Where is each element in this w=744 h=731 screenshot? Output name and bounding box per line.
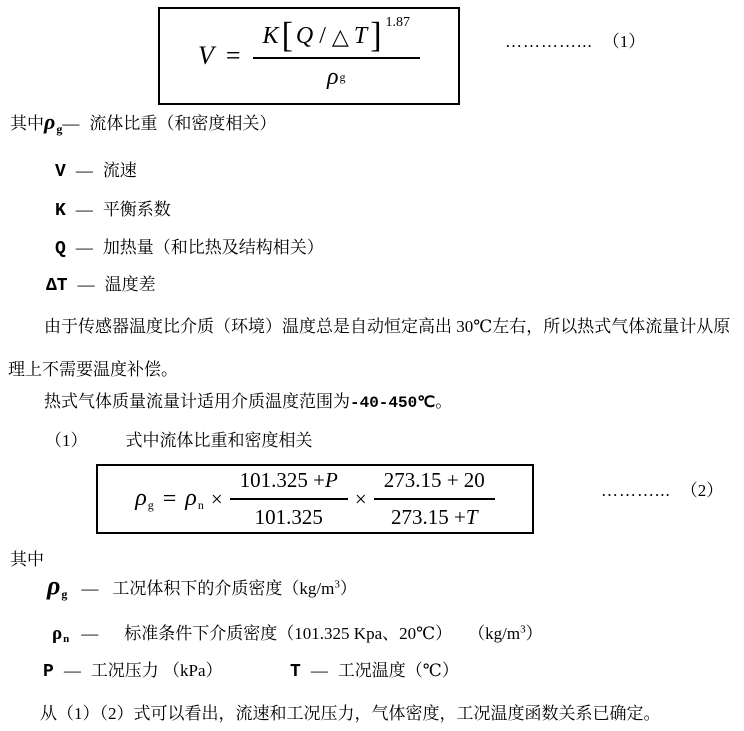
equation-2-dots: ………...	[601, 481, 671, 500]
def-intro-prefix: 其中	[10, 114, 44, 133]
def-desc-delta-t: 温度差	[104, 275, 156, 294]
formula-1-coeff: K	[262, 23, 279, 49]
formula-2-box	[96, 464, 534, 534]
formula-2-rhs-rho: $\rho_n$	[185, 485, 204, 512]
formula-1-bracket-close: ]	[370, 16, 382, 56]
equation-1-number: （1）	[602, 32, 646, 51]
eq1-note-text: 式中流体比重和密度相关	[125, 431, 313, 450]
range-text-post: 。	[435, 392, 453, 411]
eq1-note-label: （1）	[45, 431, 88, 450]
frac1-den: 101.325	[254, 505, 323, 529]
def-item-v	[55, 156, 137, 182]
formula-1-den-rho: ρ	[327, 63, 339, 90]
symbol-k: K	[55, 201, 66, 221]
def-desc-p: 工况压力 （kPa）	[90, 661, 223, 680]
symbol-delta-t: ΔT	[46, 276, 68, 296]
def-rho-g-line	[47, 573, 357, 600]
formula-1-equals: =	[225, 41, 241, 70]
def-rho-n-line	[52, 619, 543, 645]
formula-2-lhs: $\rho_g$	[135, 485, 154, 512]
def-item-t	[290, 656, 459, 682]
def-item-q	[55, 233, 324, 259]
frac1-num-text: 101.325 +	[239, 468, 326, 492]
formula-1-box	[158, 7, 460, 105]
def-dash: —	[63, 661, 81, 680]
temperature-range-value: -40-450℃	[350, 394, 436, 412]
formula-2-times-1: ×	[210, 486, 223, 511]
def-dash: —	[75, 200, 93, 219]
def-dash: —	[75, 238, 93, 257]
def-desc-q: 加热量（和比热及结构相关）	[102, 238, 324, 257]
def-item-delta-t	[46, 270, 156, 296]
formula-2-times-2: ×	[354, 486, 367, 511]
def-dash: —	[77, 275, 95, 294]
def-dash: —	[81, 579, 99, 598]
formula-2-fraction-temperature	[374, 468, 495, 530]
equation-2-reference	[601, 476, 723, 501]
rho-g-symbol-large: $\rho_g$	[47, 571, 68, 601]
formula-1-q: Q	[295, 23, 314, 49]
paragraph-temperature-range	[8, 389, 738, 416]
def-rho-intro-line	[10, 109, 276, 135]
symbol-q: Q	[55, 239, 66, 259]
symbol-p: P	[43, 662, 54, 682]
equation-1-dots: …………...	[505, 32, 593, 51]
formula-2-equals: =	[162, 485, 177, 512]
rho-n-unit: $(kg/m^3)$	[468, 623, 543, 643]
formula-1-den-sub: g	[339, 69, 346, 84]
frac2-num: 273.15 + 20	[374, 468, 495, 500]
rho-g-symbol: $\rho_g$	[44, 109, 63, 136]
rho-g-description: 工况体积下的介质密度$(kg/m^3)$	[112, 578, 357, 598]
defs2-heading: 其中	[10, 550, 44, 569]
paragraph-temperature-compensation: 由于传感器温度比介质（环境）温度总是自动恒定高出 30℃左右，所以热式气体流量计从原理上不需要温度补偿。	[8, 317, 731, 379]
def-item-k	[55, 195, 171, 221]
range-text-pre: 热式气体质量流量计适用介质温度范围为	[44, 392, 350, 411]
def-dash: —	[62, 114, 80, 133]
formula-2-fraction-pressure	[230, 468, 348, 530]
frac1-num-var-p: P	[325, 468, 338, 492]
paragraph-conclusion: 从（1）（2）式可以看出，流速和工况压力，气体密度，工况温度函数关系已确定。	[40, 704, 661, 723]
def-desc-v: 流速	[102, 161, 137, 180]
formula-1-lhs: V	[197, 41, 214, 70]
paragraph-eq1-note	[45, 426, 313, 451]
symbol-t: T	[290, 662, 301, 682]
def-dash: —	[310, 661, 328, 680]
formula-1-fraction	[253, 15, 420, 91]
frac2-den-text: 273.15 +	[390, 505, 466, 529]
def-item-p	[43, 656, 223, 682]
def-dash: —	[81, 624, 99, 643]
delta-triangle-symbol: △	[331, 23, 349, 49]
def-desc-k: 平衡系数	[102, 200, 171, 219]
def-p-t-line	[0, 656, 744, 680]
equation-2-number: （2）	[680, 481, 724, 500]
formula-1-slash: /	[319, 23, 326, 49]
rho-g-desc: 流体比重（和密度相关）	[89, 114, 277, 133]
equation-1-reference	[505, 27, 645, 52]
frac2-den-var-t: T	[465, 505, 478, 529]
symbol-v: V	[55, 162, 66, 182]
formula-1-exponent: 1.87	[385, 15, 411, 31]
rho-n-symbol: $\rho_n$	[52, 623, 70, 646]
def-desc-t: 工况温度（℃）	[337, 661, 459, 680]
formula-1-t: T	[353, 23, 368, 49]
formula-1-bracket-open: [	[281, 16, 293, 56]
rho-n-description: 标准条件下介质密度（101.325 Kpa、20℃）	[124, 624, 453, 643]
def-dash: —	[75, 161, 93, 180]
